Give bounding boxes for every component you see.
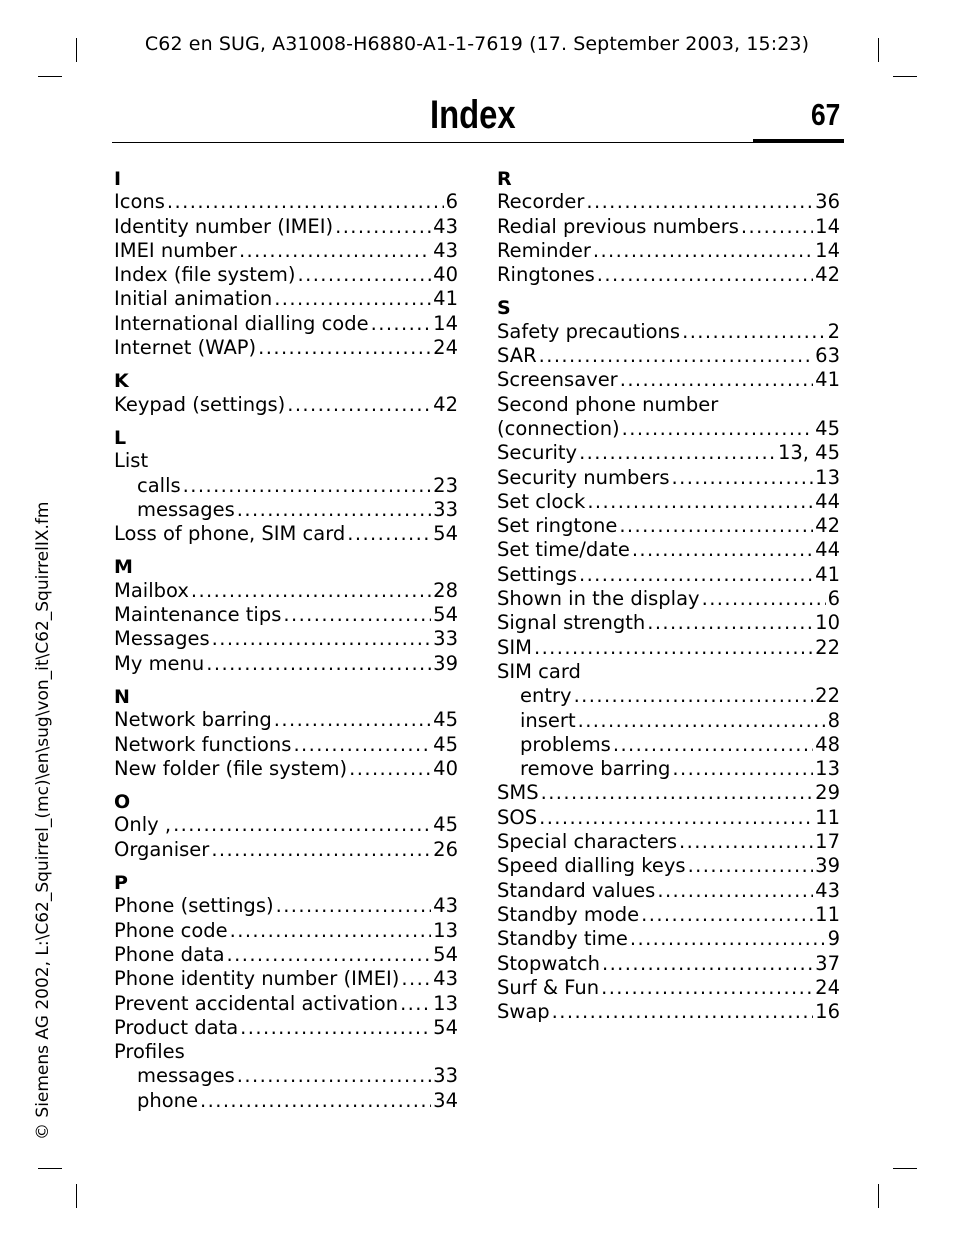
index-entry: Recorder ..... 36	[497, 190, 840, 214]
section-letter: K	[114, 370, 129, 393]
index-entry: Keypad (settings) ..... 42	[114, 393, 458, 417]
index-subentry: calls ..... 23	[114, 474, 458, 498]
index-entry: Redial previous numbers ..... 14	[497, 215, 840, 239]
index-subentry: remove barring ..... 13	[497, 757, 840, 781]
index-entry: (connection) ..... 45	[497, 417, 840, 441]
index-subentry: insert ..... 8	[497, 709, 840, 733]
index-entry: Icons ..... 6	[114, 190, 458, 214]
index-entry: List	[114, 449, 149, 473]
index-entry: Phone code ..... 13	[114, 919, 458, 943]
index-subentry: phone ..... 34	[114, 1089, 458, 1113]
index-subentry: messages ..... 33	[114, 498, 458, 522]
index-entry: Standard values ..... 43	[497, 879, 840, 903]
index-entry: Identity number (IMEI) ..... 43	[114, 215, 458, 239]
index-entry: Signal strength ..... 10	[497, 611, 840, 635]
index-entry: SMS ..... 29	[497, 781, 840, 805]
crop-mark	[38, 1168, 62, 1169]
crop-mark	[878, 1184, 879, 1208]
index-entry: Prevent accidental activation ..... 13	[114, 992, 458, 1016]
index-entry: Stopwatch ..... 37	[497, 952, 840, 976]
index-entry: Maintenance tips ..... 54	[114, 603, 458, 627]
index-entry: Reminder ..... 14	[497, 239, 840, 263]
section-letter: L	[114, 426, 127, 449]
index-entry: Loss of phone, SIM card ..... 54	[114, 522, 458, 546]
index-entry: Set time/date ..... 44	[497, 538, 840, 562]
index-entry: Index (file system) ..... 40	[114, 263, 458, 287]
crop-mark	[893, 76, 917, 77]
index-entry: Shown in the display ..... 6	[497, 587, 840, 611]
page-number-rule	[753, 139, 844, 143]
index-entry: Standby time ..... 9	[497, 927, 840, 951]
index-entry: Speed dialling keys ..... 39	[497, 854, 840, 878]
page-title: Index	[430, 93, 516, 137]
index-entry: Surf & Fun ..... 24	[497, 976, 840, 1000]
index-entry: Special characters ..... 17	[497, 830, 840, 854]
index-entry: My menu ..... 39	[114, 652, 458, 676]
index-entry: Internet (WAP) ..... 24	[114, 336, 458, 360]
index-entry: Network barring ..... 45	[114, 708, 458, 732]
index-entry: Phone (settings) ..... 43	[114, 894, 458, 918]
title-rule	[112, 142, 753, 143]
index-entry: SIM card	[497, 659, 581, 683]
index-subentry: entry ..... 22	[497, 684, 840, 708]
index-column-right	[497, 166, 840, 1024]
crop-mark	[38, 76, 62, 77]
section-letter: P	[114, 872, 128, 895]
section-letter: M	[114, 556, 133, 579]
index-entry: SIM ..... 22	[497, 636, 840, 660]
index-entry: Profiles	[114, 1040, 185, 1064]
crop-mark	[76, 1184, 77, 1208]
index-entry: Safety precautions ..... 2	[497, 320, 840, 344]
section-letter: I	[114, 168, 122, 190]
section-letter: R	[497, 168, 512, 190]
index-entry: Screensaver ..... 41	[497, 368, 840, 392]
crop-mark	[893, 1168, 917, 1169]
index-column-left	[114, 166, 458, 1113]
index-entry: Set ringtone ..... 42	[497, 514, 840, 538]
index-entry: Network functions ..... 45	[114, 733, 458, 757]
index-entry: Security ..... 13, 45	[497, 441, 840, 465]
index-entry: Only , ..... 45	[114, 813, 458, 837]
index-entry: Standby mode ..... 11	[497, 903, 840, 927]
index-entry: Phone identity number (IMEI) ..... 43	[114, 967, 458, 991]
index-entry: Organiser ..... 26	[114, 838, 458, 862]
index-entry: Second phone number	[497, 392, 719, 416]
index-entry: SOS ..... 11	[497, 806, 840, 830]
index-entry: IMEI number ..... 43	[114, 239, 458, 263]
index-entry: Messages ..... 33	[114, 627, 458, 651]
index-entry: Mailbox ..... 28	[114, 579, 458, 603]
section-letter: N	[114, 685, 130, 708]
index-entry: Initial animation ..... 41	[114, 287, 458, 311]
index-entry: Swap ..... 16	[497, 1000, 840, 1024]
index-entry: Ringtones ..... 42	[497, 263, 840, 287]
index-entry: SAR ..... 63	[497, 344, 840, 368]
index-entry: Security numbers ..... 13	[497, 466, 840, 490]
section-letter: O	[114, 791, 131, 814]
document-header: C62 en SUG, A31008-H6880-A1-1-7619 (17. September 2003, 15:23)	[144, 33, 810, 55]
page-number: 67	[811, 97, 841, 132]
index-entry: Settings ..... 41	[497, 563, 840, 587]
index-entry: New folder (file system) ..... 40	[114, 757, 458, 781]
section-letter: S	[497, 297, 511, 320]
index-entry: Set clock ..... 44	[497, 490, 840, 514]
index-entry: Phone data ..... 54	[114, 943, 458, 967]
sidebar-file-path: © Siemens AG 2002, L:\C62_Squirrel_(mc)\en\sug\von_it\C62_SquirrelIX.fm	[33, 501, 53, 1140]
index-entry: Product data ..... 54	[114, 1016, 458, 1040]
index-entry: International dialling code ..... 14	[114, 312, 458, 336]
index-subentry: messages ..... 33	[114, 1064, 458, 1088]
index-subentry: problems ..... 48	[497, 733, 840, 757]
